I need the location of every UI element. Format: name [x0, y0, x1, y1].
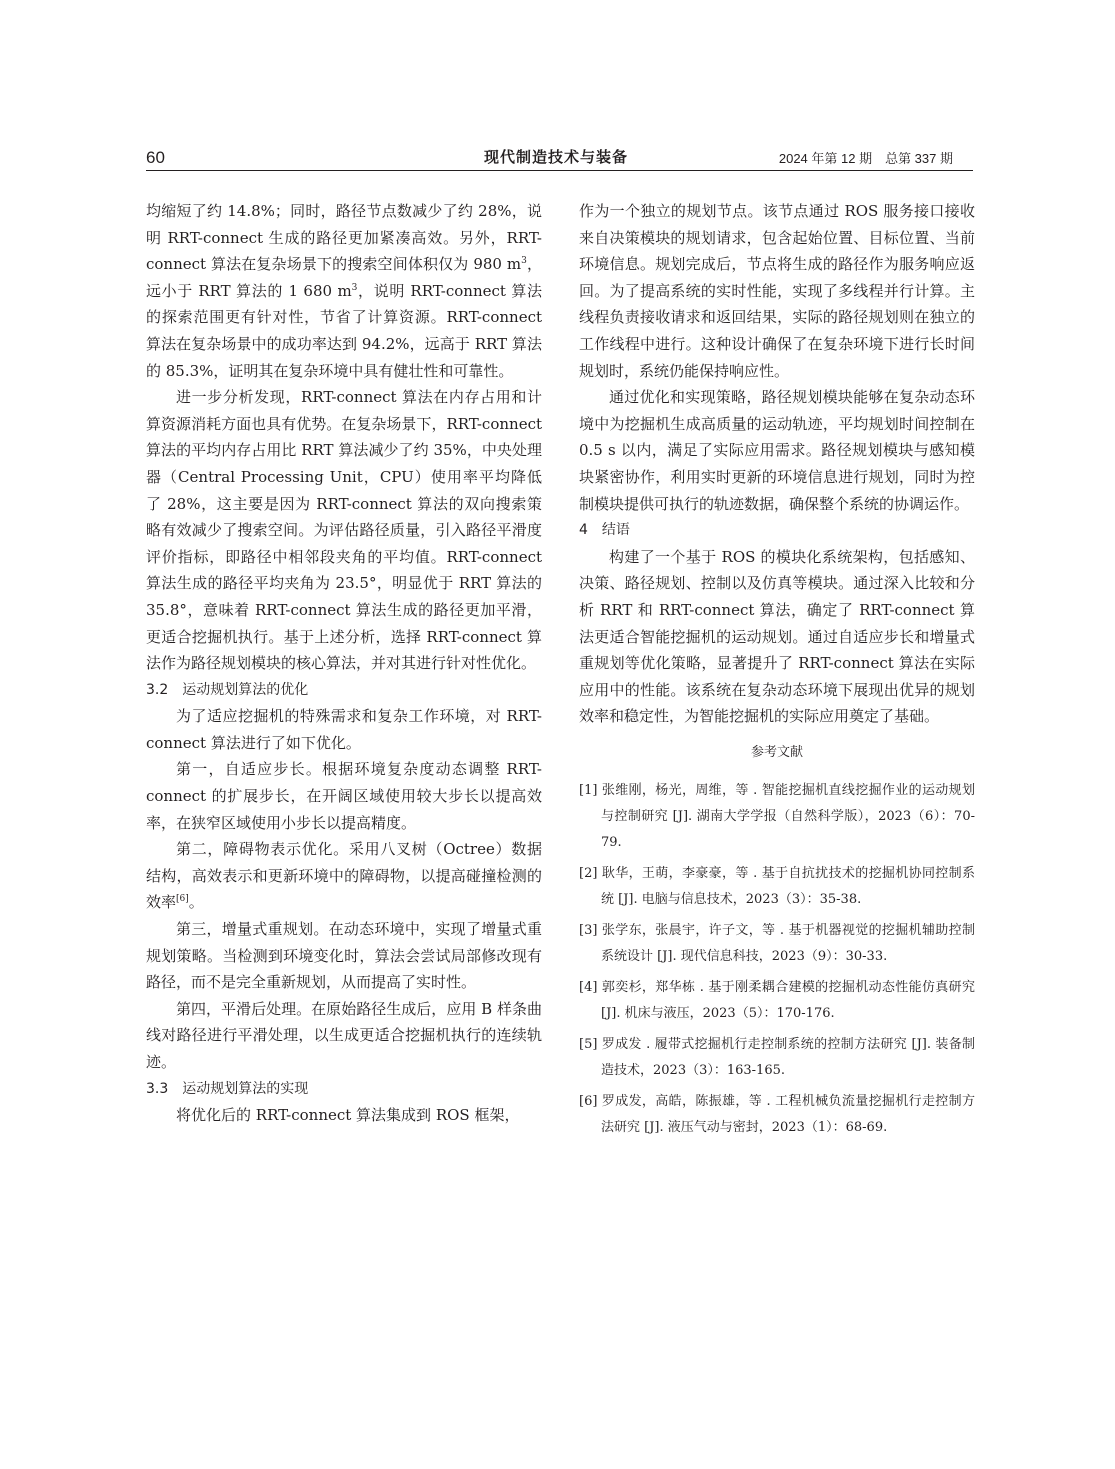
section-heading-3-2: 3.2 运动规划算法的优化 [146, 681, 309, 698]
reference-item: [6] 罗成发，高皓，陈振雄，等 . 工程机械负流量挖掘机行走控制方法研究 [J]. 液压气动与密封，2023（1）：68-69. [579, 1094, 975, 1136]
right-column [579, 198, 975, 1146]
paragraph: 作为一个独立的规划节点。该节点通过 ROS 服务接口接收来自决策模块的规划请求，包含起始位置、目标位置、当前环境信息。规划完成后，节点将生成的路径作为服务响应返回。为了提高系统的实时性能，实现了多线程并行计算。主线程负责接收请求和返回结果，实际的路径规划则在独立的工作线程中进行。这种设计确保了在复杂环境下进行长时间规划时，系统仍能保持响应性。 [579, 202, 975, 380]
paragraph: 构建了一个基于 ROS 的模块化系统架构，包括感知、决策、路径规划、控制以及仿真等模块。通过深入比较和分析 RRT 和 RRT-connect 算法，确定了 RRT-connect 算法更适合智能挖掘机的运动规划。通过自适应步长和增量式重规划等优化策略，显著提升了 RRT-connect 算法在实际应用中的性能。该系统在复杂动态环境下展现出优异的规划效率和稳定性，为智能挖掘机的实际应用奠定了基础。 [579, 547, 975, 726]
paragraph: 第一，自适应步长。根据环境复杂度动态调整 RRT-connect 的扩展步长，在开阔区域使用较大步长以提高效率，在狭窄区域使用小步长以提高精度。 [146, 760, 542, 832]
reference-item: [4] 郭奕杉，郑华栋 . 基于刚柔耦合建模的挖掘机动态性能仿真研究 [J]. 机床与液压，2023（5）：170-176. [579, 980, 975, 1022]
paragraph: 第三，增量式重规划。在动态环境中，实现了增量式重规划策略。当检测到环境变化时，算法会尝试局部修改现有路径，而不是完全重新规划，从而提高了实时性。 [146, 920, 542, 992]
reference-item: [1] 张维刚，杨光，周维，等 . 智能挖掘机直线挖掘作业的运动规划与控制研究 [J]. 湖南大学学报（自然科学版），2023（6）：70-79. [579, 783, 975, 851]
left-column [146, 198, 542, 1129]
reference-list [579, 778, 975, 1141]
section-heading-4: 4 结语 [579, 522, 630, 539]
superscript: 3 [521, 256, 527, 267]
paragraph: 通过优化和实现策略，路径规划模块能够在复杂动态环境中为挖掘机生成高质量的运动轨迹，平均规划时间控制在 0.5 s 以内，满足了实际应用需求。路径规划模块与感知模块紧密协作，利用实时更新的环境信息进行规划，同时为控制模块提供可执行的轨迹数据，确保整个系统的协调运作。 [579, 388, 975, 513]
superscript: 3 [351, 282, 358, 293]
citation: [6] [176, 894, 189, 905]
reference-item: [3] 张学东，张晨宇，许子文，等 . 基于机器视觉的挖掘机辅助控制系统设计 [J]. 现代信息科技，2023（9）：30-33. [579, 923, 975, 965]
section-heading-3-3: 3.3 运动规划算法的实现 [146, 1080, 309, 1097]
reference-item: [5] 罗成发 . 履带式挖掘机行走控制系统的控制方法研究 [J]. 装备制造技术，2023（3）：163-165. [579, 1037, 975, 1079]
paragraph: 为了适应挖掘机的特殊需求和复杂工作环境，对 RRT-connect 算法进行了如下优化。 [146, 707, 542, 752]
issue-info: 2024 年第 12 期 总第 337 期 [778, 151, 953, 166]
paragraph: 第二，障碍物表示优化。采用八叉树（Octree）数据结构，高效表示和更新环境中的障碍物，以提高碰撞检测的效率[6]。 [146, 840, 542, 912]
journal-title: 现代制造技术与装备 [484, 148, 629, 166]
running-header [146, 146, 973, 171]
paragraph: 第四，平滑后处理。在原始路径生成后，应用 B 样条曲线对路径进行平滑处理，以生成更适合挖掘机执行的连续轨迹。 [146, 999, 542, 1071]
reference-item: [2] 耿华，王萌，李豪豪，等 . 基于自抗扰技术的挖掘机协同控制系统 [J]. 电脑与信息技术，2023（3）：35-38. [579, 866, 975, 908]
page-number: 60 [146, 148, 165, 167]
references-heading: 参考文献 [750, 744, 803, 760]
paragraph: 均缩短了约 14.8%；同时，路径节点数减少了约 28%，说明 RRT-connect 生成的路径更加紧凑高效。另外，RRT-connect 算法在复杂场景下的搜索空间体积仅为 980 $m^3$，远小于 RRT 算法的 1 680 $m^3$，说明 RRT-connect 算法的探索范围更有针对性，节省了计算资源。RRT-connect 算法在复杂场景中的成功率达到 94.2%，远高于 RRT 算法的 85.3%，证明其在复杂环境中具有健壮性和可靠性。 [146, 202, 542, 380]
paragraph: 进一步分析发现，RRT-connect 算法在内存占用和计算资源消耗方面也具有优势。在复杂场景下，RRT-connect 算法的平均内存占用比 RRT 算法减少了约 35%，中央处理器（Central Processing Unit，CPU）使用率平均降低了 28%，这主要是因为 RRT-connect 算法的双向搜索策略有效减少了搜索空间。为评估路径质量，引入路径平滑度评价指标，即路径中相邻段夹角的平均值。RRT-connect 算法生成的路径平均夹角为 23.5°，明显优于 RRT 算法的 35.8°，意味着 RRT-connect 算法生成的路径更加平滑，更适合挖掘机执行。基于上述分析，选择 RRT-connect 算法作为路径规划模块的核心算法，并对其进行针对性优化。 [146, 388, 542, 673]
paragraph: 将优化后的 RRT-connect 算法集成到 ROS 框架， [176, 1106, 520, 1125]
